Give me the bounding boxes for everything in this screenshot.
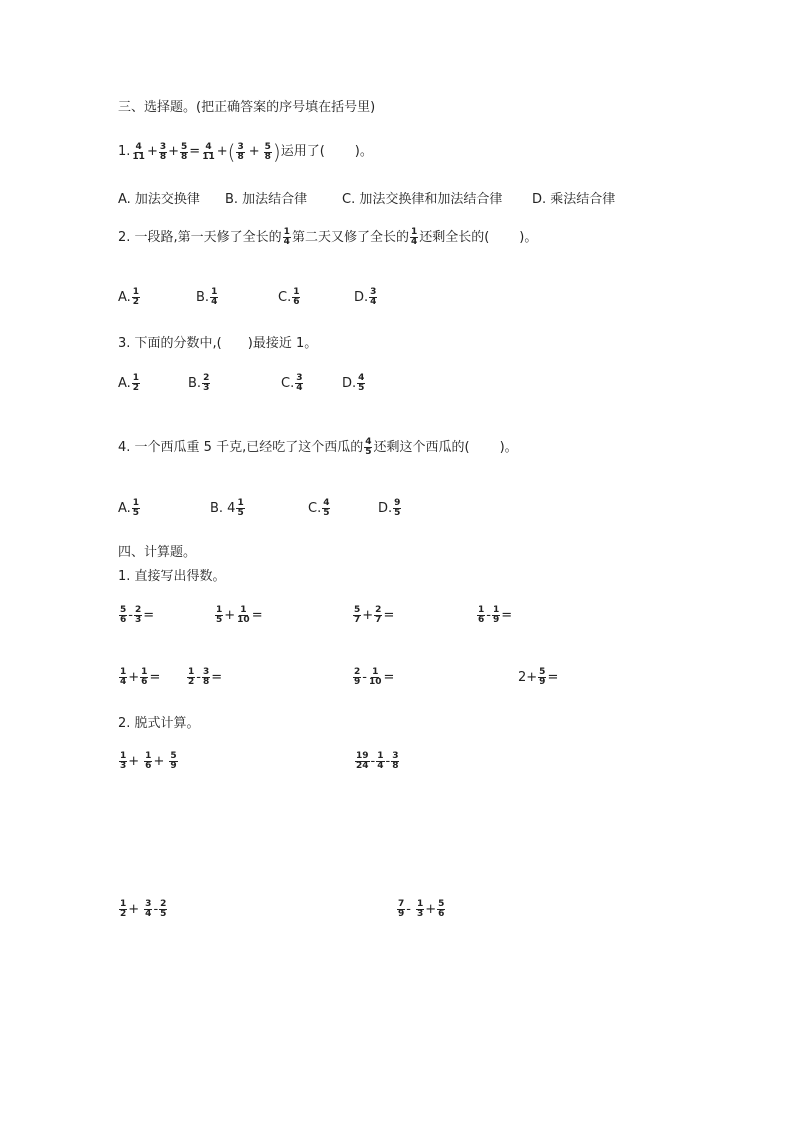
q3-option-c[interactable]: C. $\frac{3}{4}$ xyxy=(281,373,303,393)
operator: + xyxy=(168,144,180,159)
q2-text: 第二天又修了全长的 xyxy=(291,229,409,245)
calc-item[interactable]: $\frac{1}{4}$ + $\frac{1}{6}$ = xyxy=(120,667,161,687)
sub-1-title: 1. 直接写出得数。 xyxy=(118,569,226,584)
q4-end: )。 xyxy=(499,439,518,455)
q1-end: )。 xyxy=(354,144,373,159)
stepwise-expression[interactable]: $\frac{7}{9}$ - $\frac{1}{3}$ + $\frac{5}{6}$ xyxy=(398,899,445,919)
operator: + xyxy=(146,144,158,159)
q1-option-b[interactable]: B. 加法结合律 xyxy=(225,192,308,207)
calc-item[interactable]: $\frac{5}{6}$ - $\frac{2}{3}$ = xyxy=(120,605,155,625)
q1-suffix: 运用了( xyxy=(280,144,325,159)
fraction: $\frac{5}{8}$ xyxy=(181,141,188,162)
stepwise-expression[interactable]: $\frac{1}{2}$ + $\frac{3}{4}$ - $\frac{2}{5}$ xyxy=(120,899,167,919)
fraction: $\frac{3}{8}$ xyxy=(159,141,167,162)
right-paren: ) xyxy=(272,140,281,164)
q4-option-a[interactable]: A. $\frac{1}{5}$ xyxy=(118,498,140,518)
section-4-title: 四、计算题。 xyxy=(118,545,197,560)
operator: + xyxy=(248,144,260,159)
stepwise-expression[interactable]: $\frac{19}{24}$ - $\frac{1}{4}$ - $\frac{3}{8}$ xyxy=(356,751,399,771)
fraction: $\frac{1}{4}$ xyxy=(283,227,290,247)
calc-item[interactable]: $\frac{1}{6}$ - $\frac{1}{9}$ = xyxy=(478,605,513,625)
calc-item[interactable]: $\frac{5}{7}$ + $\frac{2}{7}$ = xyxy=(354,605,395,625)
question-4-stem xyxy=(118,438,518,457)
question-1-stem xyxy=(118,142,373,162)
calc-item[interactable]: $\frac{1}{5}$ + $\frac{1}{10}$ = xyxy=(216,605,263,625)
calc-item[interactable]: $\frac{1}{2}$ - $\frac{3}{8}$ = xyxy=(188,667,223,687)
q2-text: 还剩全长的( xyxy=(419,229,490,245)
question-2-stem xyxy=(118,228,537,247)
operator: + xyxy=(216,144,228,159)
q4-option-c[interactable]: C. $\frac{4}{5}$ xyxy=(308,498,330,518)
q4-text: 4. 一个西瓜重 5 千克,已经吃了这个西瓜的 xyxy=(118,439,364,455)
q3-option-a[interactable]: A. $\frac{1}{2}$ xyxy=(118,373,140,393)
q4-option-d[interactable]: D. $\frac{9}{5}$ xyxy=(378,498,401,518)
left-paren: ( xyxy=(227,140,236,164)
q2-option-b[interactable]: B. $\frac{1}{4}$ xyxy=(196,287,218,307)
q2-option-c[interactable]: C. $\frac{1}{6}$ xyxy=(278,287,300,307)
q1-option-c[interactable]: C. 加法交换律和加法结合律 xyxy=(342,192,503,207)
q1-option-d[interactable]: D. 乘法结合律 xyxy=(532,192,616,207)
operator: = xyxy=(189,144,201,159)
q3-option-b[interactable]: B. $\frac{2}{3}$ xyxy=(188,373,210,393)
fraction: $\frac{4}{11}$ xyxy=(132,141,145,162)
stepwise-expression[interactable]: $\frac{1}{3}$ + $\frac{1}{6}$ + $\frac{5}{9}$ xyxy=(120,751,177,771)
q2-end: )。 xyxy=(519,229,538,245)
q3-option-d[interactable]: D. $\frac{4}{5}$ xyxy=(342,373,365,393)
question-3-stem xyxy=(118,336,317,352)
fraction: $\frac{4}{5}$ xyxy=(365,437,372,457)
q1-prefix: 1. xyxy=(118,144,131,159)
fraction: $\frac{3}{8}$ xyxy=(237,141,244,162)
q3-text: )最接近 1。 xyxy=(247,336,318,351)
q1-option-a[interactable]: A. 加法交换律 xyxy=(118,192,200,207)
q2-option-d[interactable]: D. $\frac{3}{4}$ xyxy=(354,287,377,307)
q4-text: 还剩这个西瓜的( xyxy=(373,439,470,455)
calc-item[interactable]: $\frac{2}{9}$ - $\frac{1}{10}$ = xyxy=(354,667,395,687)
q4-option-b[interactable]: B. 4 $\frac{1}{5}$ xyxy=(210,498,244,518)
sub-2-title: 2. 脱式计算。 xyxy=(118,716,200,731)
q2-text: 2. 一段路,第一天修了全长的 xyxy=(118,229,282,245)
calc-item[interactable]: 2+ $\frac{5}{9}$ = xyxy=(518,667,559,687)
fraction: $\frac{1}{4}$ xyxy=(410,227,418,247)
section-3-title: 三、选择题。(把正确答案的序号填在括号里) xyxy=(118,100,376,115)
q3-text: 3. 下面的分数中,( xyxy=(118,336,222,351)
fraction: $\frac{4}{11}$ xyxy=(202,141,215,162)
fraction: $\frac{5}{8}$ xyxy=(264,141,271,162)
q2-option-a[interactable]: A. $\frac{1}{2}$ xyxy=(118,287,140,307)
